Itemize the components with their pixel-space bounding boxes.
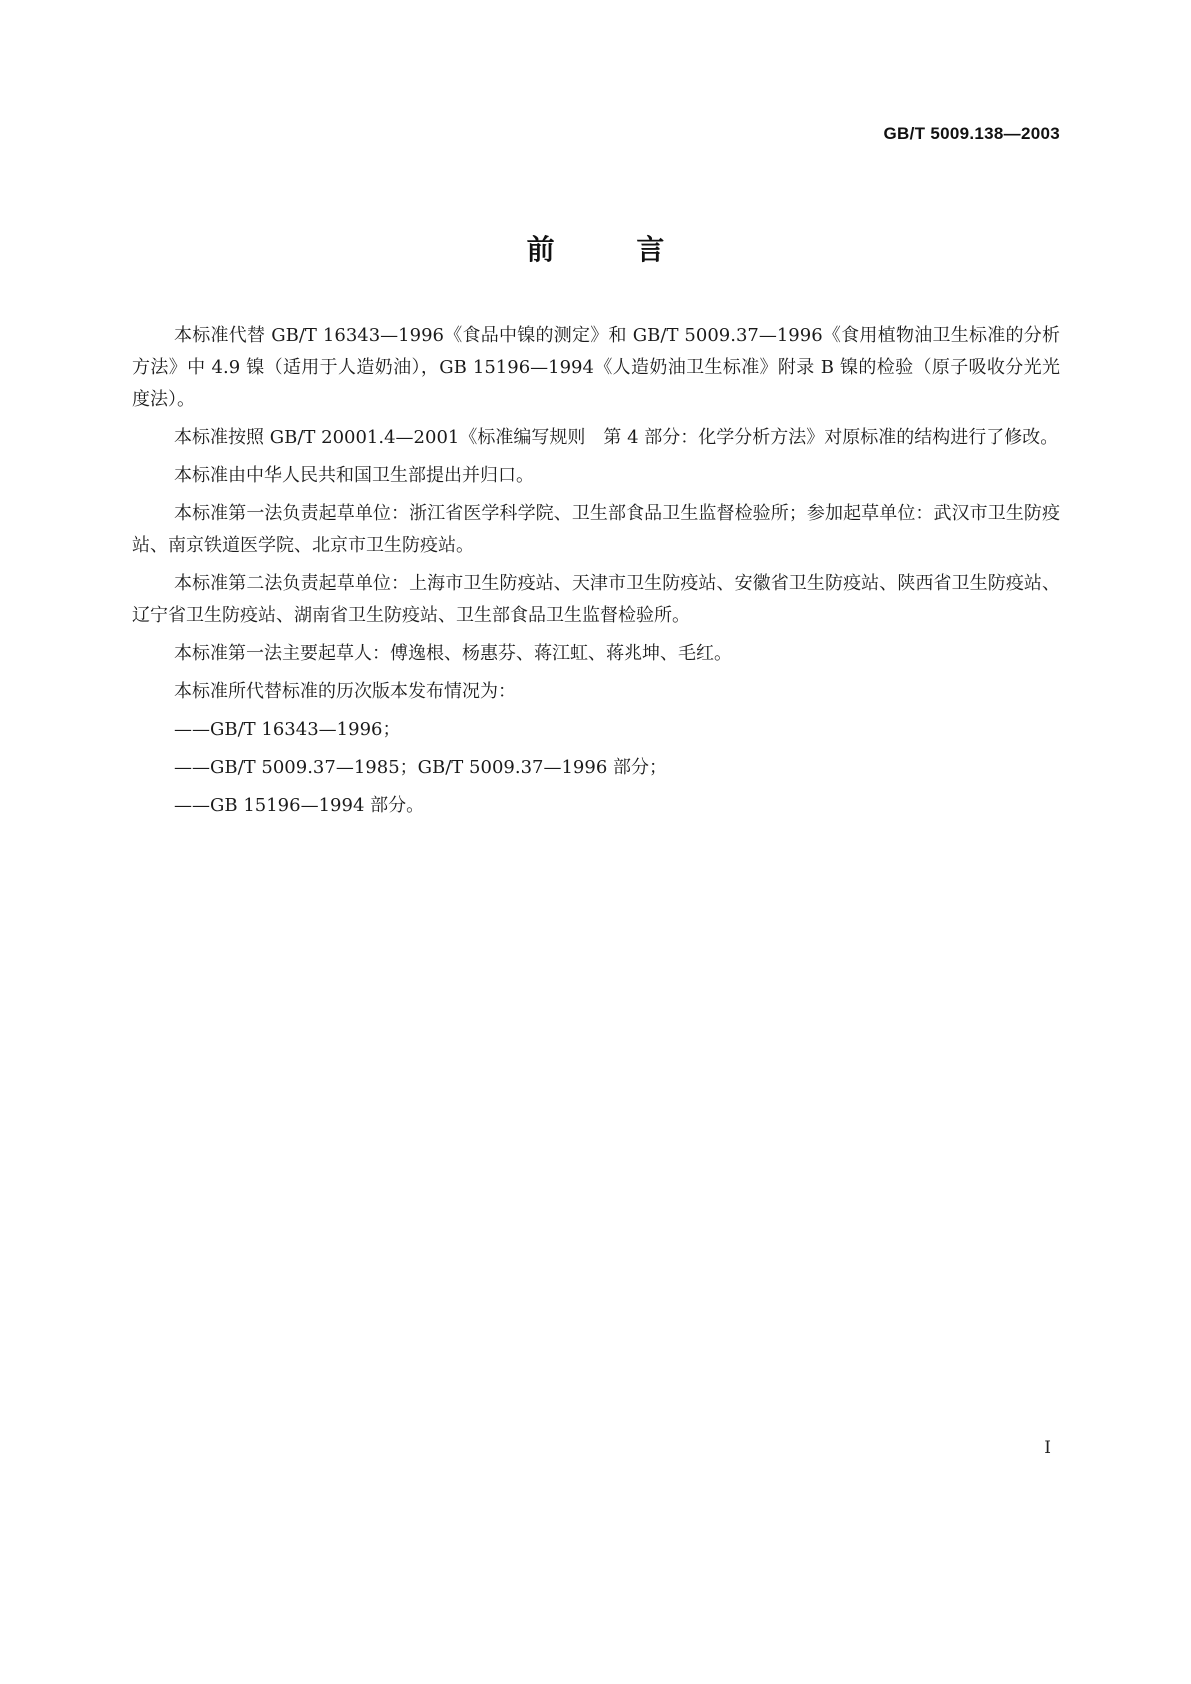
history-item: ——GB/T 16343—1996； [174, 719, 401, 740]
paragraph-drafting-rules: 本标准按照 GB/T 20001.4—2001《标准编写规则 第 4 部分：化学分析方法》对原标准的结构进行了修改。 [174, 427, 1059, 448]
paragraph-method1-units: 本标准第一法负责起草单位：浙江省医学科学院、卫生部食品卫生监督检验所；参加起草单位：武汉市卫生防疫站、南京铁道医学院、北京市卫生防疫站。 [132, 503, 1060, 556]
foreword-body [132, 320, 1060, 828]
paragraph-method2-units: 本标准第二法负责起草单位：上海市卫生防疫站、天津市卫生防疫站、安徽省卫生防疫站、陕西省卫生防疫站、辽宁省卫生防疫站、湖南省卫生防疫站、卫生部食品卫生监督检验所。 [132, 573, 1060, 626]
paragraph-replacement: 本标准代替 GB/T 16343—1996《食品中镍的测定》和 GB/T 5009.37—1996《食用植物油卫生标准的分析方法》中 4.9 镍（适用于人造奶油），GB 15196—1994《人造奶油卫生标准》附录 B 镍的检验（原子吸收分光光度法）。 [132, 325, 1060, 410]
paragraph-history-intro: 本标准所代替标准的历次版本发布情况为： [174, 681, 516, 702]
paragraph-proposer: 本标准由中华人民共和国卫生部提出并归口。 [174, 465, 534, 486]
history-item: ——GB 15196—1994 部分。 [174, 795, 425, 816]
history-item: ——GB/T 5009.37—1985；GB/T 5009.37—1996 部分； [174, 757, 668, 778]
paragraph-drafters: 本标准第一法主要起草人：傅逸根、杨惠芬、蒋江虹、蒋兆坤、毛红。 [174, 643, 732, 664]
page-title: 前 言 [526, 233, 701, 266]
page-number: I [1044, 1438, 1051, 1458]
standard-number: GB/T 5009.138—2003 [883, 124, 1060, 143]
